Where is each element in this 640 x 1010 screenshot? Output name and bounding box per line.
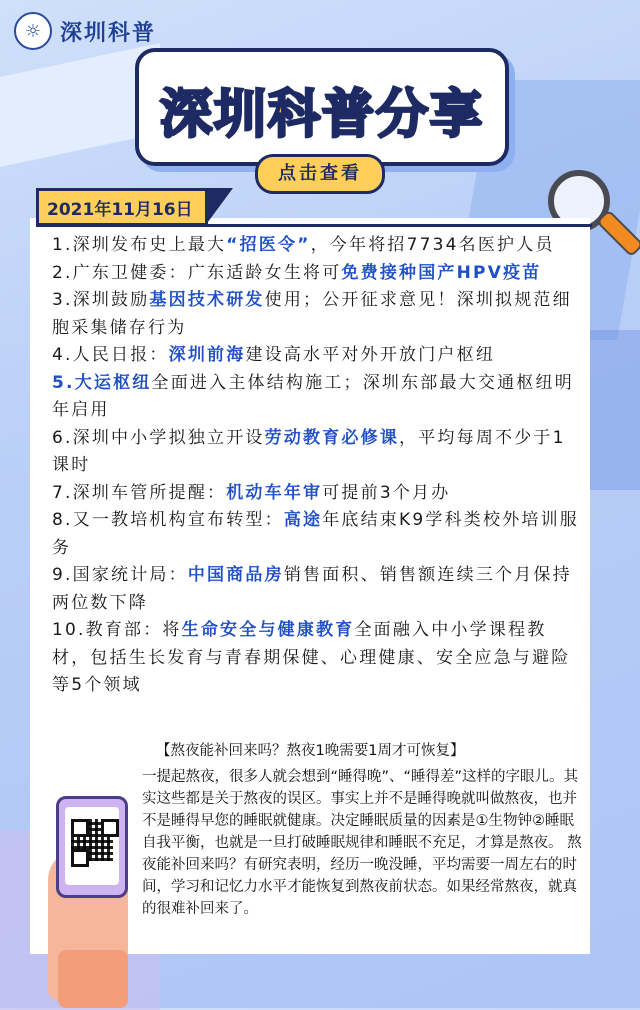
news-highlight: 基因技术研发 — [149, 290, 265, 310]
sleeve-graphic — [58, 950, 128, 1008]
news-text: 7.深圳车管所提醒： — [52, 482, 227, 503]
news-highlight: 劳动教育必修课 — [264, 427, 400, 448]
phone-screen — [65, 807, 119, 885]
page-title: 深圳科普分享 — [159, 85, 484, 145]
news-highlight: 高途 — [283, 510, 323, 530]
news-list — [52, 232, 582, 700]
divider — [36, 224, 592, 227]
news-highlight: 大运枢纽 — [74, 372, 152, 393]
news-text: ，今年将招7734名医护人员 — [310, 235, 555, 255]
news-text: 10.教育部：将 — [52, 620, 182, 640]
news-highlight: 生命安全与健康教育 — [181, 620, 355, 640]
qr-corner — [101, 819, 119, 837]
date-tag: 2021年11月16日 — [36, 188, 208, 226]
news-text: ，平均每周不少于1课时 — [52, 427, 566, 475]
phone-illustration — [48, 790, 138, 1008]
date-tag-tail — [205, 188, 233, 226]
qr-corner — [71, 849, 89, 867]
qr-corner — [71, 819, 89, 837]
news-item — [52, 562, 582, 617]
news-text: 4.人民日报： — [52, 345, 169, 365]
news-highlight: 中国商品房 — [187, 565, 284, 585]
news-item — [52, 507, 582, 562]
news-item — [52, 480, 582, 508]
news-text: 2.广东卫健委：广东适龄女生将可 — [52, 262, 342, 283]
news-text: 8.又一教培机构宣布转型： — [52, 510, 284, 530]
news-text: 全面融入中小学课程教材，包括生长发育与青春期保健、心理健康、安全应急与避险等5个领域 — [52, 620, 571, 695]
news-text: 销售面积、销售额连续三个月保持两位数下降 — [52, 565, 572, 613]
news-text: 建设高水平对外开放门户枢纽 — [245, 345, 496, 365]
news-text: 全面进入主体结构施工；深圳东部最大交通枢纽明年启用 — [52, 372, 574, 420]
article — [142, 738, 588, 920]
news-text: 6.深圳中小学拟独立开设 — [52, 427, 265, 448]
news-text: 年底结束K9学科类校外培训服务 — [52, 510, 579, 558]
title-banner — [135, 48, 509, 166]
news-highlight: “招医令” — [226, 235, 311, 255]
news-text: 1.深圳发布史上最大 — [52, 235, 227, 255]
news-item — [52, 232, 582, 260]
news-item — [52, 260, 582, 288]
news-highlight: 免费接种国产HPV疫苗 — [341, 262, 542, 283]
article-heading: 【熬夜能补回来吗？熬夜1晚需要1周才可恢复】 — [156, 743, 465, 759]
news-item — [52, 370, 582, 425]
brand-name: 深圳科普 — [60, 19, 157, 46]
news-item — [52, 287, 582, 342]
news-text: 可提前3个月办 — [322, 482, 451, 503]
news-item — [52, 425, 582, 480]
news-text: 9.国家统计局： — [52, 565, 188, 585]
phone-icon — [56, 796, 128, 898]
news-highlight: 5. — [52, 372, 75, 393]
news-text: 使用；公开征求意见！深圳拟规范细胞采集储存行为 — [52, 290, 572, 338]
brand-logo — [14, 12, 156, 50]
news-item — [52, 342, 582, 370]
news-highlight: 深圳前海 — [168, 345, 246, 365]
news-text: 3.深圳鼓励 — [52, 290, 150, 310]
article-body: 一提起熬夜，很多人就会想到“睡得晚”、“睡得差”这样的字眼儿。其实这些都是关于熬夜的误区。事实上并不是睡得晚就叫做熬夜，也并不是睡得早您的睡眠就健康。决定睡眠质量的因素是①生物钟②睡眠自我平衡，也就是一旦打破睡眠规律和睡眠不充足，才算是熬夜。 熬夜能补回来吗？有研究表明，经历一晚没睡，平均需要一周左右的时间，学习和记忆力水平才能恢复到熬夜前状态。如果经常熬夜，就真的很难补回来了。 — [142, 769, 582, 917]
news-item — [52, 617, 582, 700]
news-highlight: 机动车年审 — [226, 482, 323, 503]
seal-icon: ☼ — [14, 12, 52, 50]
view-button[interactable]: 点击查看 — [255, 154, 385, 194]
